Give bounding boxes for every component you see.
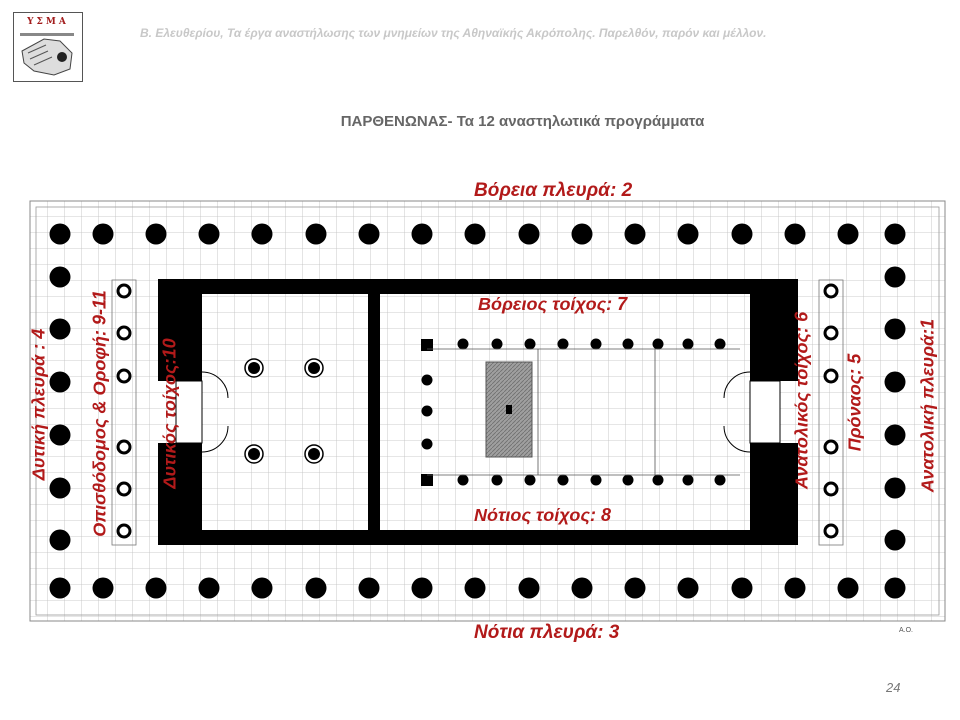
drawing-credit: Α.Ο. <box>899 627 914 634</box>
label-east-wall: Ανατολικός τοίχος: 6 <box>791 311 812 490</box>
page-title: ΠΑΡΘΕΝΩΝΑΣ- Τα 12 αναστηλωτικά προγράμματα <box>340 113 705 130</box>
label-south-side: Νότια πλευρά: 3 <box>474 622 620 643</box>
label-opisthodomos-roof: Οπισθόδομος & Οροφή: 9-11 <box>89 290 110 537</box>
citation-subtitle: Β. Ελευθερίου, Τα έργα αναστήλωσης των μνημείων της Αθηναϊκής Ακρόπολης. Παρελθόν, παρόν και μέλλον. <box>140 26 767 40</box>
label-north-wall: Βόρειος τοίχος: 7 <box>478 294 628 314</box>
label-west-side: Δυτική πλευρά : 4 <box>28 328 49 481</box>
label-pronaos: Πρόναος: 5 <box>844 353 865 452</box>
logo-text: ΥΣΜΑ <box>27 17 69 27</box>
label-north-side: Βόρεια πλευρά: 2 <box>474 180 633 201</box>
label-west-wall: Δυτικός τοίχος:10 <box>159 338 180 489</box>
page-number: 24 <box>886 680 901 695</box>
label-east-side: Ανατολική πλευρά:1 <box>917 318 938 493</box>
label-south-wall: Νότιος τοίχος: 8 <box>474 505 612 525</box>
